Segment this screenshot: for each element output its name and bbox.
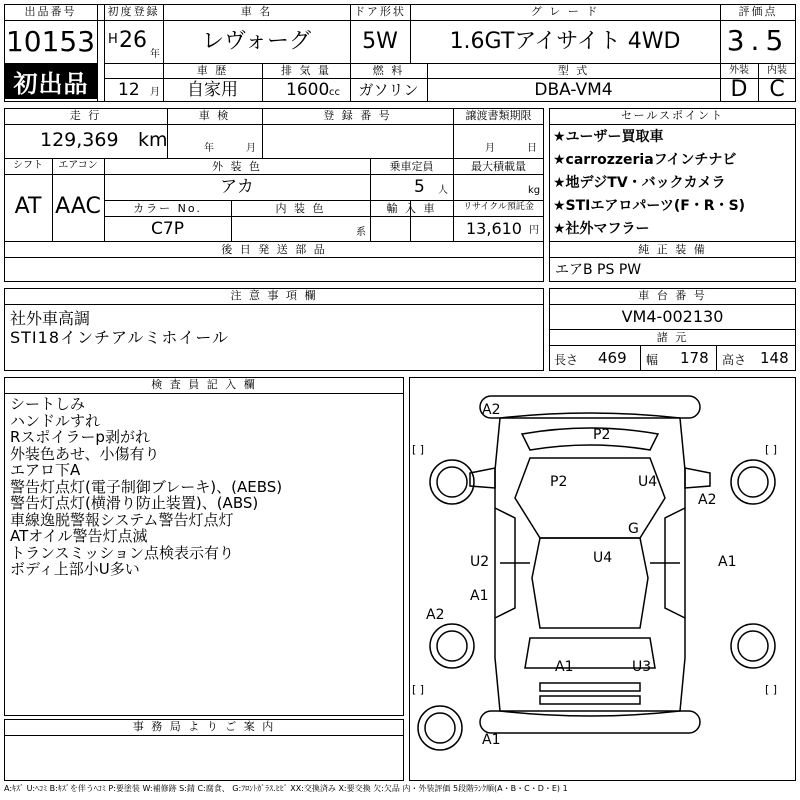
first-reg-label: 初度登録 xyxy=(107,5,160,18)
mark-label: A1 xyxy=(482,732,501,748)
score: 3.5 xyxy=(726,24,790,57)
inspector-line: エアロ下A xyxy=(10,461,81,479)
bracket-mark: [ ] xyxy=(765,443,778,456)
width: 178 xyxy=(680,349,709,367)
inspector-line: トランスミッション点検表示有り xyxy=(10,543,234,562)
inspector-line: 警告灯点灯(電子制御ブレーキ)、(AEBS) xyxy=(10,477,283,496)
shift: AT xyxy=(14,194,42,219)
office-label: 事 務 局 よ り ご 案 内 xyxy=(132,720,276,733)
inspector-line: 外装色あせ、小傷有り xyxy=(10,444,160,463)
first-listing-badge: 初出品 xyxy=(4,63,98,99)
ext-color-label: 外 装 色 xyxy=(212,160,262,173)
rear-light-shape xyxy=(540,683,640,691)
equipment: エアB PS PW xyxy=(555,262,642,278)
ext-label: 外装 xyxy=(729,65,749,76)
sales-item: ★社外マフラー xyxy=(553,221,650,237)
displacement: 1600 xyxy=(286,80,330,100)
mark-label: U3 xyxy=(632,659,652,675)
length: 469 xyxy=(598,349,627,367)
grade-label: グ レ ー ド xyxy=(530,5,600,18)
inspector-line: Rスポイラーp剥がれ xyxy=(10,428,150,446)
bracket-mark: [ ] xyxy=(412,683,425,696)
door-type: 5W xyxy=(362,29,398,54)
int-color-unit: 系 xyxy=(356,227,366,238)
color-no: C7P xyxy=(151,219,184,239)
inspector-line: ATオイル警告灯点滅 xyxy=(10,527,148,545)
hood-shape xyxy=(515,458,665,538)
disp-label: 排 気 量 xyxy=(281,64,331,77)
mark-label: P2 xyxy=(593,427,611,443)
history: 自家用 xyxy=(187,80,238,100)
model-label: 型 式 xyxy=(557,64,590,77)
windshield-shape xyxy=(522,428,658,450)
transfer-day: 日 xyxy=(527,143,537,154)
inspection-label: 車 検 xyxy=(198,109,231,122)
reg-no-label: 登 録 番 号 xyxy=(323,109,392,122)
chassis-label: 車 台 番 号 xyxy=(638,289,707,302)
ac-label: エアコン xyxy=(58,160,98,171)
mileage-unit: km xyxy=(138,129,168,151)
score-label: 評価点 xyxy=(738,5,778,18)
import-label: 輸 入 車 xyxy=(386,202,437,215)
int-label: 内装 xyxy=(767,65,787,76)
load-label: 最大積載量 xyxy=(471,160,526,173)
mark-label: A1 xyxy=(555,659,574,675)
color-no-label: カラー No. xyxy=(133,202,202,215)
model-code: DBA-VM4 xyxy=(534,80,613,100)
mark-label: G xyxy=(628,521,639,537)
car-diagram-svg xyxy=(410,378,795,780)
sales-list xyxy=(553,126,745,241)
mileage: 129,369 xyxy=(40,129,119,151)
inspector-line: シートしみ xyxy=(10,395,86,413)
mark-label: U2 xyxy=(470,554,490,570)
height-label: 高さ xyxy=(722,353,747,367)
cabin-shape xyxy=(532,538,648,628)
equip-label: 純 正 装 備 xyxy=(638,243,707,256)
mark-label: A1 xyxy=(470,588,489,604)
rear-bumper-shape xyxy=(480,711,700,733)
damage-diagram xyxy=(409,377,796,781)
aircon: AAC xyxy=(55,194,101,219)
capacity-unit: 人 xyxy=(438,185,448,196)
sales-item: ★STIエアロパーツ(F・R・S) xyxy=(553,198,746,214)
grade: 1.6GTアイサイト 4WD xyxy=(449,29,681,54)
load-unit: kg xyxy=(528,185,541,196)
mark-label: A2 xyxy=(426,607,445,623)
bracket-mark: [ ] xyxy=(765,683,778,696)
transfer-label: 譲渡書類期限 xyxy=(465,109,532,122)
notes-line: 社外車高調 xyxy=(10,309,91,328)
chassis-no: VM4-002130 xyxy=(621,307,724,326)
inspection-year: 年 xyxy=(204,143,214,154)
inspector-line: ボディ上部小U多い xyxy=(10,560,140,578)
sales-label: セールスポイント xyxy=(620,109,724,122)
mark-label: A1 xyxy=(718,554,737,570)
width-label: 幅 xyxy=(646,353,659,367)
inspector-list xyxy=(10,396,282,578)
month-unit: 月 xyxy=(150,87,160,98)
mark-label: A2 xyxy=(482,402,501,418)
era: H xyxy=(108,32,118,47)
height: 148 xyxy=(760,349,789,367)
sales-item: ★ユーザー買取車 xyxy=(553,129,664,145)
inspector-line: ハンドルすれ xyxy=(10,411,101,430)
legend: A:ｷｽﾞ U:ﾍｺﾐ B:ｷｽﾞを伴うﾍｺﾐ P:要塗装 W:補修跡 S:錆 C:腐食、 G:ﾌﾛﾝﾄｶﾞﾗｽ.ﾋﾋﾞ XX:交換済み X:要交換 欠:欠品 内・外装評価 5段階ﾗﾝｸ順(A・B・C・D・E) 1 xyxy=(4,784,568,793)
disp-unit: cc xyxy=(329,87,340,98)
year-unit: 年 xyxy=(150,49,160,60)
ext-score: D xyxy=(730,77,748,102)
mark-label: A2 xyxy=(698,492,717,508)
mileage-label: 走 行 xyxy=(69,109,102,122)
sales-item: ★carrozzeriaフインチナビ xyxy=(553,152,737,168)
recycle-label: リサイクル預託金 xyxy=(463,202,534,212)
int-color-label: 内 装 色 xyxy=(275,202,326,215)
name-label: 車 名 xyxy=(240,5,273,18)
inspector-line: 警告灯点灯(横滑り防止装置)、(ABS) xyxy=(10,494,259,512)
inspector-label: 検 査 員 記 入 欄 xyxy=(151,378,257,391)
recycle-fee: 13,610 xyxy=(466,219,522,238)
mark-label: P2 xyxy=(550,474,568,490)
bracket-mark: [ ] xyxy=(412,443,425,456)
notes-line: STI18インチアルミホイール xyxy=(10,328,230,347)
specs-label: 諸 元 xyxy=(656,331,689,344)
later-parts-label: 後 日 発 送 部 品 xyxy=(221,243,327,256)
capacity: 5 xyxy=(414,177,425,197)
lot-no: 10153 xyxy=(5,25,96,58)
mark-label: U4 xyxy=(638,474,658,490)
int-score: C xyxy=(769,77,785,102)
first-reg-month: 12 xyxy=(118,80,140,100)
history-label: 車 歴 xyxy=(196,64,229,77)
lot-no-label: 出品番号 xyxy=(24,5,77,18)
mark-label: U4 xyxy=(593,550,613,566)
transfer-month: 月 xyxy=(485,143,495,154)
car-name: レヴォーグ xyxy=(201,29,312,54)
capacity-label: 乗車定員 xyxy=(389,160,434,173)
door-label: ドア形状 xyxy=(354,5,406,18)
first-reg-year: 26 xyxy=(119,28,147,53)
length-label: 長さ xyxy=(554,353,579,367)
notes-label: 注 意 事 項 欄 xyxy=(230,289,318,302)
fuel-label: 燃 料 xyxy=(372,64,405,77)
front-bumper-shape xyxy=(480,396,700,418)
inspector-line: 車線逸脱警報システム警告灯点灯 xyxy=(10,510,234,529)
sales-item: ★地デジTV・バックカメラ xyxy=(553,175,726,191)
inspection-month: 月 xyxy=(246,143,256,154)
recycle-unit: 円 xyxy=(529,225,539,236)
right-mirror-shape xyxy=(685,468,710,488)
fuel: ガソリン xyxy=(358,81,419,99)
shift-label: シフト xyxy=(13,160,43,171)
ext-color: アカ xyxy=(220,177,254,197)
